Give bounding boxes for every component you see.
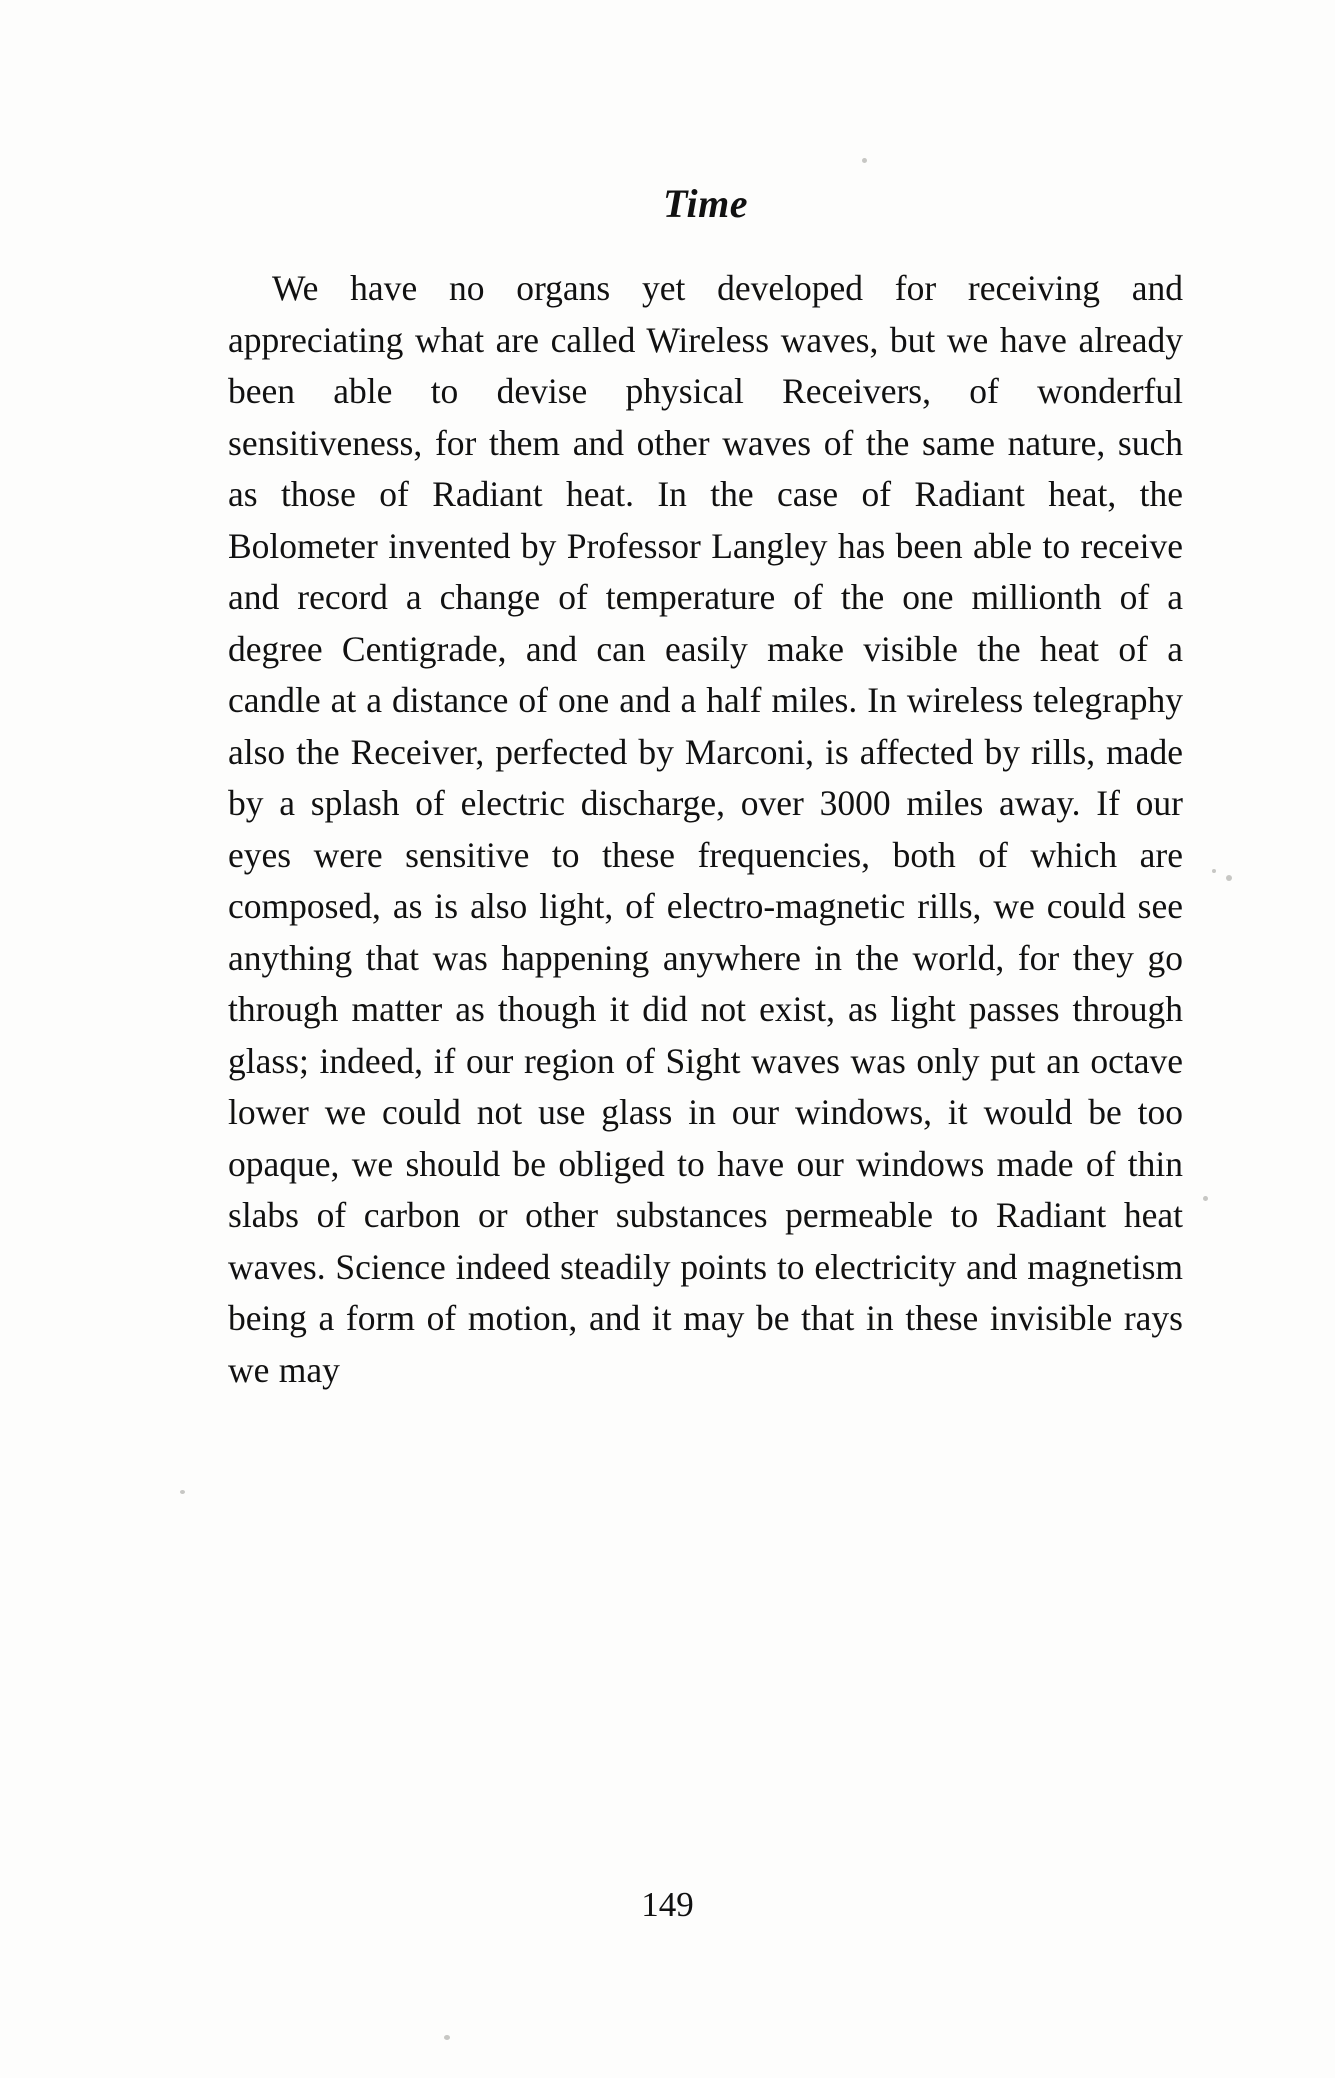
body-paragraph <box>228 263 1183 1396</box>
scan-speckle <box>1226 875 1232 881</box>
scan-speckle <box>1203 1196 1208 1201</box>
scan-speckle <box>1212 869 1216 873</box>
scan-speckle <box>180 1490 185 1494</box>
scan-speckle <box>862 158 867 163</box>
running-head: Time <box>663 181 748 226</box>
scan-speckle <box>444 2035 450 2040</box>
page-text-block <box>228 180 1183 1396</box>
paragraph-text: We have no organs yet developed for receiving and appreciating what are called Wireless waves, but we have already been able to devise physical Receivers, of wonderful sensitiveness, for them and other waves of the same nature, such as those of Radiant heat. In the case of Radiant heat, the Bolometer invented by Professor Langley has been able to receive and record a change of temperature of the one millionth of a degree Centigrade, and can easily make visible the heat of a candle at a distance of one and a half miles. In wireless telegraphy also the Receiver, perfected by Marconi, is affected by rills, made by a splash of electric discharge, over 3000 miles away. If our eyes were sensitive to these frequencies, both of which are composed, as is also light, of electro-magnetic rills, we could see anything that was happening anywhere in the world, for they go through matter as though it did not exist, as light passes through glass; indeed, if our region of Sight waves was only put an octave lower we could not use glass in our windows, it would be too opaque, we should be obliged to have our windows made of thin slabs of carbon or other substances permeable to Radiant heat waves. Science indeed steadily points to electricity and magnetism being a form of motion, and it may be that in these invisible rays we may <box>228 268 1183 1390</box>
page-number: 149 <box>641 1885 694 1924</box>
